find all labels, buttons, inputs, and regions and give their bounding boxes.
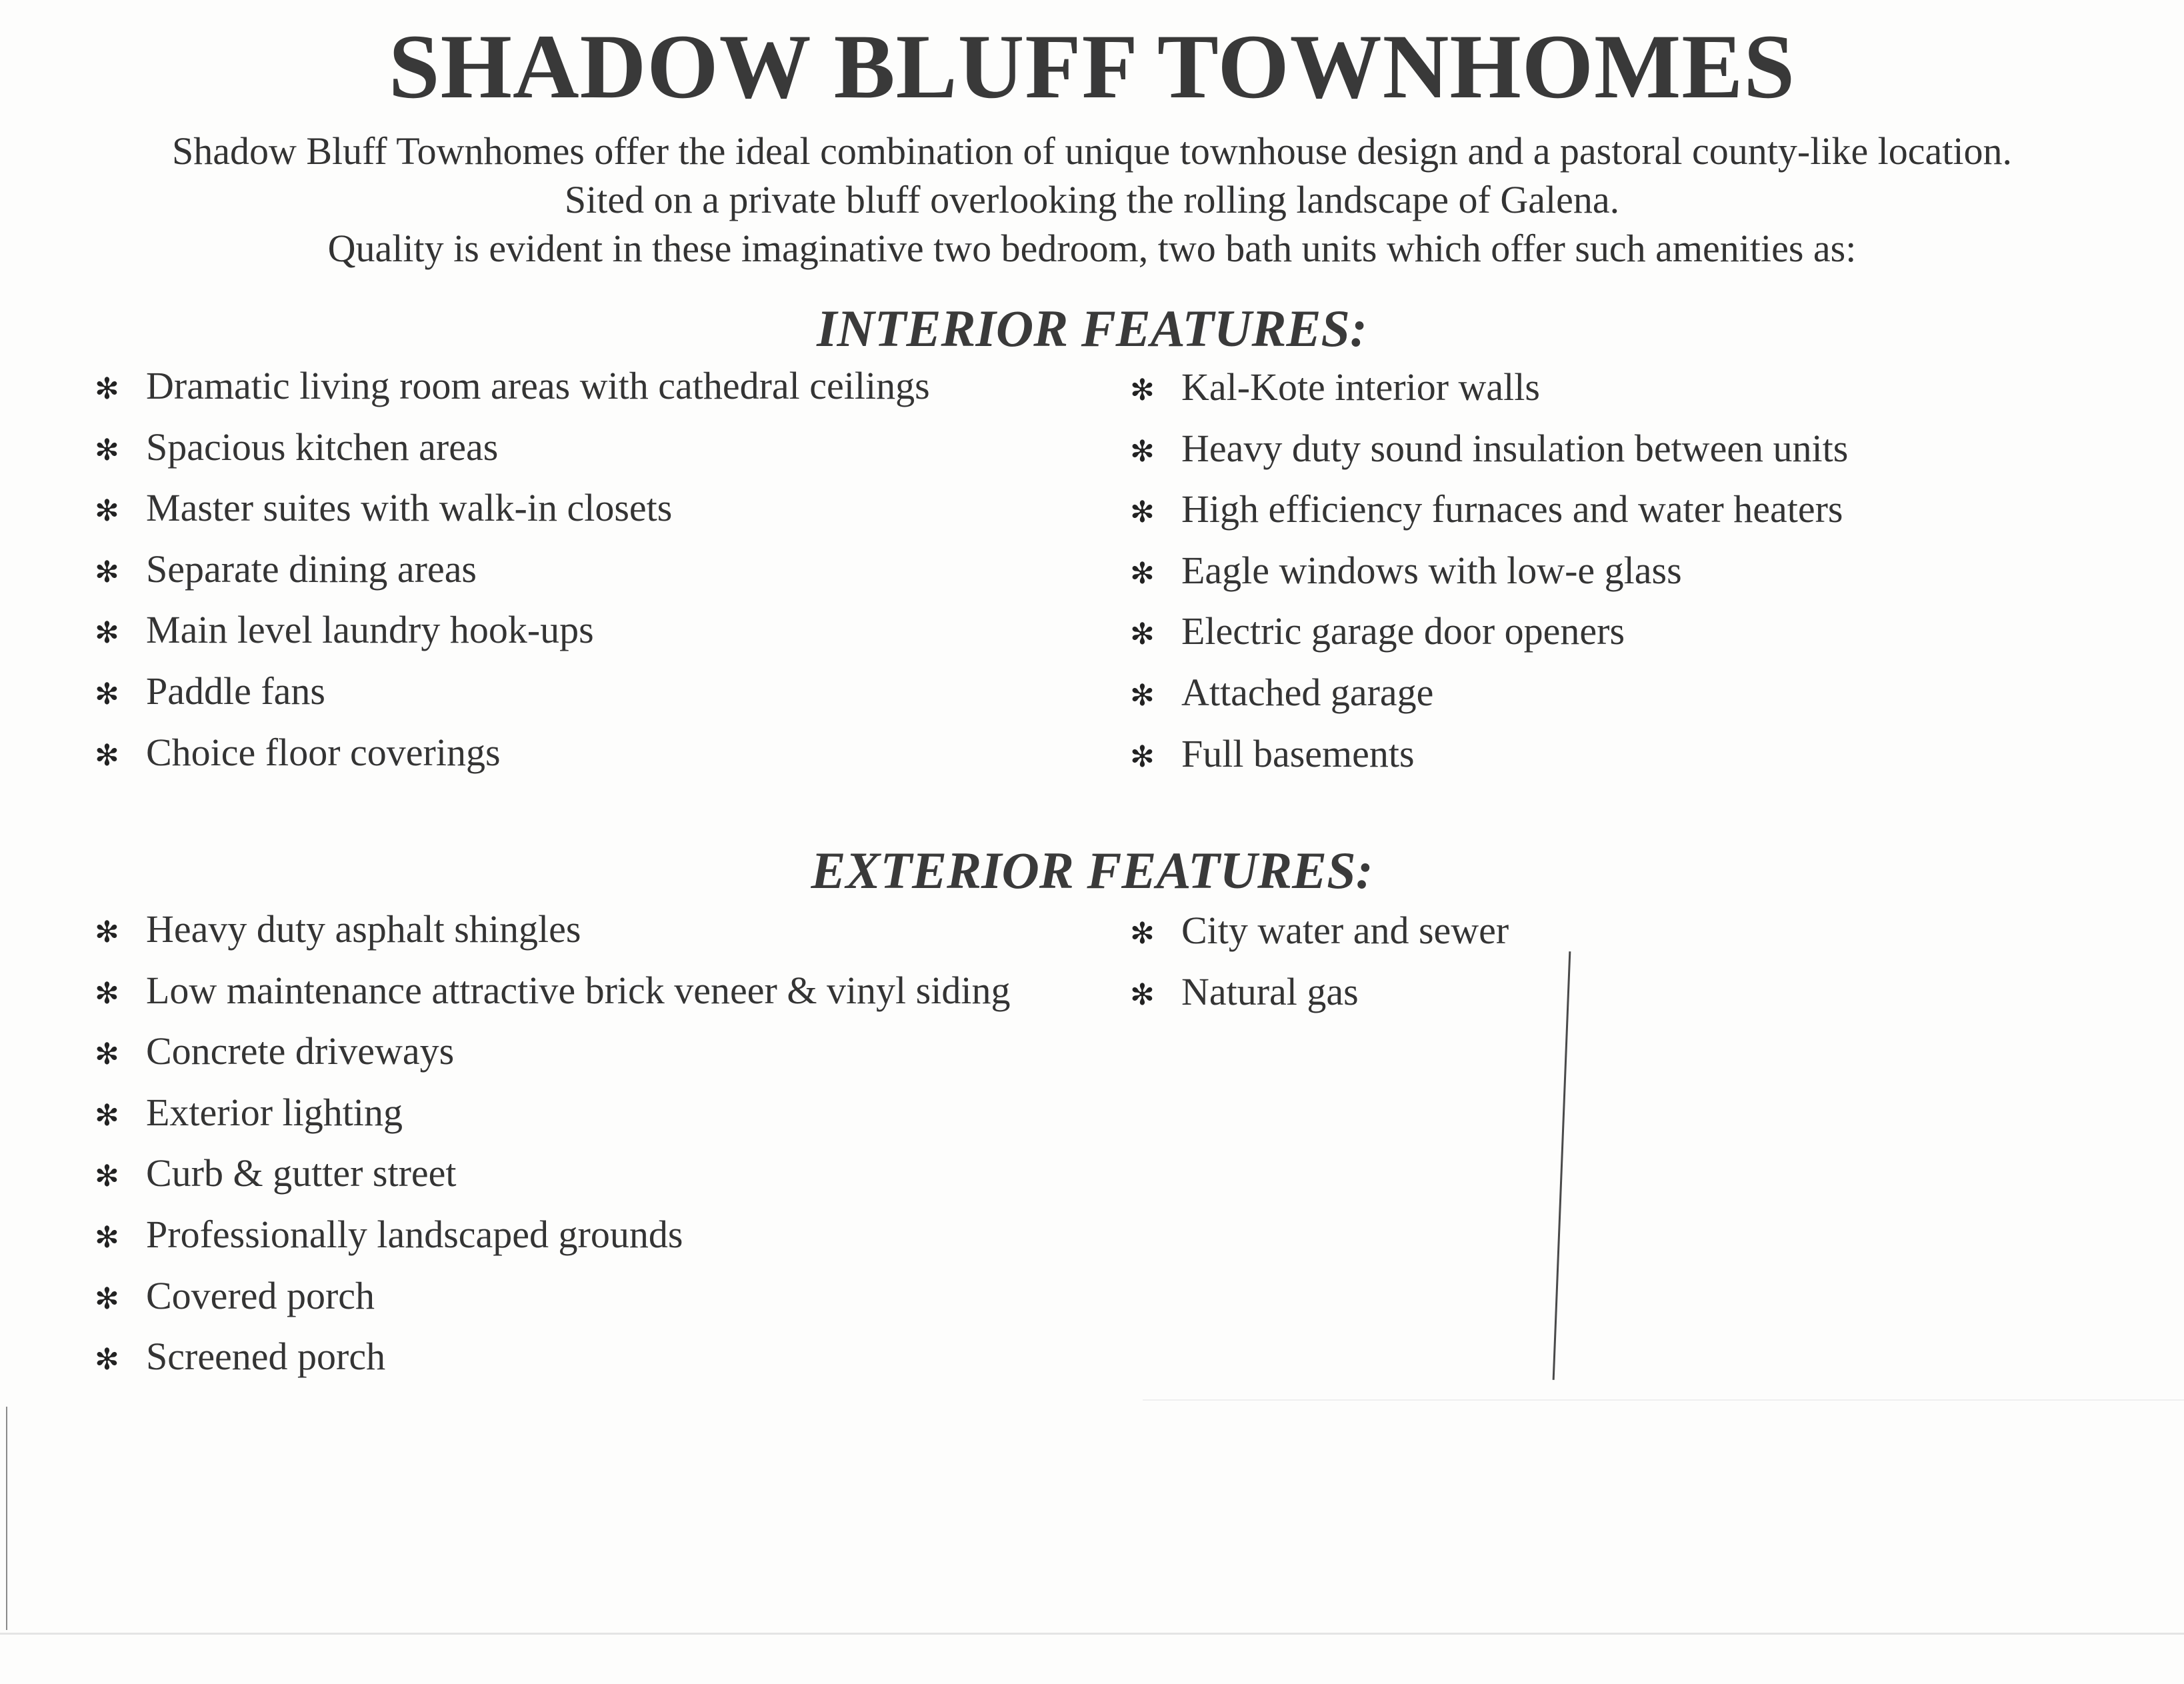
interior-features-heading: INTERIOR FEATURES: [817,299,1367,357]
asterisk-bullet-icon: ✻ [95,1098,119,1133]
asterisk-bullet-icon: ✻ [1130,495,1155,530]
scan-artifact-vertical-line [1553,951,1571,1380]
list-item [95,355,930,417]
list-item [95,661,930,722]
list-item [95,1326,1010,1387]
list-item [1130,961,1509,1023]
list-item [1130,357,1848,418]
asterisk-bullet-icon: ✻ [1130,739,1155,774]
list-item [1130,723,1848,785]
list-item-label: Kal-Kote interior walls [1181,365,1540,409]
list-item [95,477,930,539]
asterisk-bullet-icon: ✻ [1130,678,1155,713]
list-item-label: Natural gas [1181,969,1359,1013]
asterisk-bullet-icon: ✻ [95,616,119,651]
list-item-label: Separate dining areas [146,547,477,591]
list-item [95,899,1010,960]
list-item [95,599,930,661]
asterisk-bullet-icon: ✻ [95,738,119,773]
list-item [1130,418,1848,479]
list-item-label: Electric garage door openers [1181,609,1625,653]
list-item-label: Choice floor coverings [146,730,501,774]
intro-line: Sited on a private bluff overlooking the rolling landscape of Galena. [564,178,1620,221]
list-item [95,1082,1010,1143]
list-item-label: Main level laundry hook-ups [146,608,594,652]
asterisk-bullet-icon: ✻ [95,1343,119,1377]
asterisk-bullet-icon: ✻ [95,915,119,949]
list-item-label: Curb & gutter street [146,1151,457,1195]
list-item [1130,662,1848,723]
asterisk-bullet-icon: ✻ [95,433,119,467]
asterisk-bullet-icon: ✻ [95,1220,119,1255]
list-item [1130,601,1848,662]
list-item [95,722,930,783]
list-item [95,1204,1010,1265]
list-item-label: Low maintenance attractive brick veneer & vinyl siding [146,968,1011,1012]
list-item [1130,900,1509,961]
list-item-label: Spacious kitchen areas [146,425,499,469]
asterisk-bullet-icon: ✻ [1130,977,1155,1012]
asterisk-bullet-icon: ✻ [95,1281,119,1316]
scan-artifact-left-edge [6,1407,7,1630]
list-item [1130,540,1848,601]
asterisk-bullet-icon: ✻ [95,677,119,711]
list-item [1130,479,1848,540]
intro-line: Shadow Bluff Townhomes offer the ideal combination of unique townhouse design and a pastoral county-like location. [171,129,2013,173]
page-title: SHADOW BLUFF TOWNHOMES [388,15,1796,117]
asterisk-bullet-icon: ✻ [95,494,119,529]
list-item-label: Attached garage [1181,670,1434,714]
list-item [95,539,930,600]
list-item-label: Heavy duty sound insulation between units [1181,426,1849,470]
list-item-label: Screened porch [146,1335,386,1379]
scan-artifact-page-edge [0,1633,2184,1635]
list-item [95,1265,1010,1327]
list-item-label: Concrete driveways [146,1029,455,1073]
intro-paragraph [0,127,2184,273]
asterisk-bullet-icon: ✻ [95,976,119,1011]
asterisk-bullet-icon: ✻ [95,555,119,589]
asterisk-bullet-icon: ✻ [1130,434,1155,469]
exterior-features-list-right [1130,900,1509,1022]
asterisk-bullet-icon: ✻ [1130,373,1155,407]
asterisk-bullet-icon: ✻ [95,1037,119,1072]
list-item [95,1021,1010,1082]
list-item-label: Dramatic living room areas with cathedral ceilings [146,364,930,407]
list-item-label: Eagle windows with low-e glass [1181,548,1682,592]
list-item [95,960,1010,1021]
interior-features-list-right [1130,357,1848,784]
asterisk-bullet-icon: ✻ [1130,556,1155,591]
list-item-label: Paddle fans [146,669,325,713]
list-item [95,1143,1010,1204]
asterisk-bullet-icon: ✻ [95,372,119,406]
list-item-label: Master suites with walk-in closets [146,486,673,530]
list-item-label: Heavy duty asphalt shingles [146,907,581,951]
asterisk-bullet-icon: ✻ [1130,617,1155,652]
list-item-label: Covered porch [146,1273,375,1317]
list-item-label: Professionally landscaped grounds [146,1212,683,1256]
list-item-label: City water and sewer [1181,909,1509,952]
list-item-label: Exterior lighting [146,1090,403,1134]
scan-artifact-faint-line [1143,1399,2184,1401]
asterisk-bullet-icon: ✻ [1130,917,1155,951]
exterior-features-heading: EXTERIOR FEATURES: [811,841,1373,899]
list-item-label: High efficiency furnaces and water heaters [1181,487,1843,531]
intro-line: Quality is evident in these imaginative two bedroom, two bath units which offer such amenities as: [327,227,1857,270]
list-item-label: Full basements [1181,731,1415,775]
asterisk-bullet-icon: ✻ [95,1159,119,1194]
interior-features-list-left [95,355,930,783]
exterior-features-list-left [95,899,1010,1387]
list-item [95,417,930,478]
